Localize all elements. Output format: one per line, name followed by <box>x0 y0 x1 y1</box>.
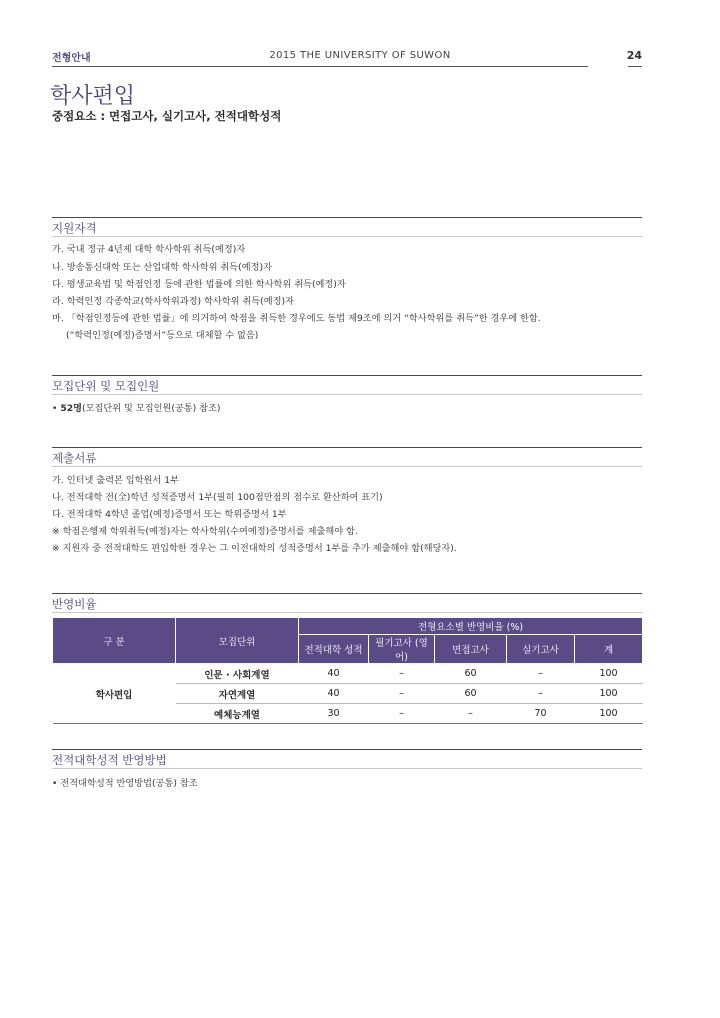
section-title-documents: 제출서류 <box>52 451 97 465</box>
bullet: • <box>52 403 58 414</box>
qualification-line: 라. 학력인정 각종학교(학사학위과정) 학사학위 취득(예정)자 <box>52 296 294 307</box>
section-divider <box>52 375 642 376</box>
section-divider <box>52 447 642 448</box>
table-row <box>53 664 643 684</box>
table-cell: 60 <box>435 684 507 704</box>
recruit-count: 52명 <box>60 403 83 414</box>
table-subheader: 실기고사 <box>507 635 575 664</box>
section-divider <box>52 749 642 750</box>
section-underline <box>52 612 642 613</box>
document-line: 가. 인터넷 출력본 입학원서 1부 <box>52 475 179 486</box>
document-line: 나. 전적대학 전(全)학년 성적증명서 1부(필히 100점만점의 점수로 환산하여 표기) <box>52 492 383 503</box>
table-cell: 40 <box>299 664 369 684</box>
table-subheader: 필기고사 (영어) <box>369 635 435 664</box>
qualification-line: (“학력인정(예정)증명서”등으로 대체할 수 없음) <box>66 330 259 341</box>
table-cell: 60 <box>435 664 507 684</box>
section-underline <box>52 394 642 395</box>
table-cell: – <box>369 664 435 684</box>
section-underline <box>52 236 642 237</box>
section-title-recruit: 모집단위 및 모집인원 <box>52 379 160 393</box>
section-underline <box>52 768 642 769</box>
ratio-table <box>52 617 643 724</box>
table-category-cell: 학사편입 <box>53 664 176 724</box>
table-cell: 100 <box>575 664 643 684</box>
table-unit-cell: 예체능계열 <box>176 704 299 724</box>
table-cell: – <box>507 664 575 684</box>
table-header-unit: 모집단위 <box>176 618 299 664</box>
qualification-line: 다. 평생교육법 및 학점인정 등에 관한 법률에 의한 학사학위 취득(예정)자 <box>52 279 346 290</box>
table-subheader: 계 <box>575 635 643 664</box>
section-title-qualification: 지원자격 <box>52 221 97 235</box>
recruit-note: (모집단위 및 모집인원(공통) 참조) <box>82 403 221 414</box>
section-divider <box>52 593 642 594</box>
table-cell: – <box>435 704 507 724</box>
recruit-line <box>52 400 221 414</box>
table-cell: 100 <box>575 704 643 724</box>
qualification-line: 마. 「학점인정등에 관한 법률」에 의거하여 학점을 취득한 경우에도 동법 제9조에 의거 “학사학위를 취득”한 경우에 한함. <box>52 313 541 324</box>
table-cell: – <box>369 704 435 724</box>
table-cell: – <box>507 684 575 704</box>
document-line: ※ 학점은행제 학위취득(예정)자는 학사학위(수여예정)증명서를 제출해야 함. <box>52 526 358 537</box>
table-cell: 100 <box>575 684 643 704</box>
page-subtitle: 중점요소 : 면접고사, 실기고사, 전적대학성적 <box>52 109 282 123</box>
section-title-ratio: 반영비율 <box>52 597 97 611</box>
qualification-line: 가. 국내 정규 4년제 대학 학사학위 취득(예정)자 <box>52 244 246 255</box>
header-divider <box>52 66 588 67</box>
table-cell: – <box>369 684 435 704</box>
page-title: 학사편입 <box>50 84 136 109</box>
section-divider <box>52 217 642 218</box>
table-cell: 30 <box>299 704 369 724</box>
table-cell: 70 <box>507 704 575 724</box>
grade-method-line: • 전적대학성적 반영방법(공통) 참조 <box>52 778 198 789</box>
section-title-grade-method: 전적대학성적 반영방법 <box>52 753 167 767</box>
header-title: 2015 THE UNIVERSITY OF SUWON <box>269 50 451 61</box>
qualification-line: 나. 방송통신대학 또는 산업대학 학사학위 취득(예정)자 <box>52 262 272 273</box>
page-number: 24 <box>626 49 642 62</box>
table-cell: 40 <box>299 684 369 704</box>
section-underline <box>52 466 642 467</box>
document-line: ※ 지원자 중 전적대학도 편입학한 경우는 그 이전대학의 성적증명서 1부를 추가 제출해야 함(해당자). <box>52 543 457 554</box>
table-unit-cell: 자연계열 <box>176 684 299 704</box>
document-line: 다. 전적대학 4학년 졸업(예정)증명서 또는 학위증명서 1부 <box>52 509 287 520</box>
header-section-label: 전형안내 <box>52 53 91 64</box>
table-subheader: 면접고사 <box>435 635 507 664</box>
table-header-group: 전형요소별 반영비율 (%) <box>299 618 643 635</box>
table-header-category: 구 분 <box>53 618 176 664</box>
table-unit-cell: 인문 · 사회계열 <box>176 664 299 684</box>
table-subheader: 전적대학 성적 <box>299 635 369 664</box>
header-divider-right <box>628 66 642 67</box>
